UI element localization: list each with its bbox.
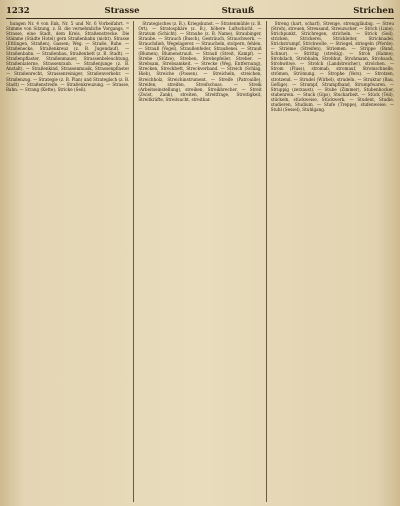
left-column-title: Strasse (104, 6, 140, 16)
header-rule (6, 18, 394, 19)
column-divider (266, 21, 267, 502)
page-number: 1232 (6, 6, 30, 16)
right-column-title: Strichen (353, 6, 394, 16)
page-header (6, 6, 394, 18)
column-divider (133, 21, 134, 502)
column-left (6, 21, 129, 502)
column-right (271, 21, 394, 502)
text-columns (6, 21, 394, 502)
column-text: Strategisches (z. B.), Kriegskunst. — Stratenmühle (z. B. Ort). — Stratosphäre (z. B.), höhere Luftschicht. — Stratum (Schicht). — Straube (z. B. Name), Straubinger, Straube. — Strauch (Busch), Gesträuch, Strauchwerk. — Strauchdieb, Wegelagerer. — Straucheln, stolpern, fehlen. — Strauß (Vogel), Straußenfeder, Straußenei. — Strauß (Blumen), Blumenstrauß. — Strauß (Streit, Kampf). — Strebe (Stütze), Streben, Strebepfeiler, Streber. — Strebsam, Strebsamkeit. — Strecke (Weg, Entfernung), Strecken, Streckbett, Streckverband. — Streich (Schlag, Hieb), Streiche (Possen). — Streicheln, streichen, Streichholz, Streichinstrument. — Streife (Patrouille), Streifen, streifen, Streifschuss. — Streik (Arbeitseinstellung), streiken, Streikbrecher. — Streit (Zwist, Zank), streiten, Streitfrage, Streitigkeit, Streitkräfte, Streitsucht, streitbar. (138, 21, 262, 102)
column-middle (138, 21, 261, 502)
middle-column-title: Strauß (221, 6, 255, 16)
column-text: Streng (hart, scharf), Strenge, strenggläubig. — Streu (Stroh), streuen, Streusand, Streuzucker. — Strich (Linie), Strichpunkt, Strichregen, stricheln. — Strick (Seil), stricken, Strickerei, Strickleiter, Stricknadel, Strickstrumpf, Strickwolle. — Striegel, striegeln (Pferde). — Strieme (Streifen), Striemen. — Strippe (Band, Schnur). — Strittig (streitig). — Stroh (Halme), Strohdach, Strohhalm, Strohhut, Strohmann, Strohsack, Strohwitwe. — Strolch (Landstreicher), strolchen. — Strom (Fluss), stromab, stromauf, Stromschnelle, strömen, Strömung. — Strophe (Vers). — Strotzen, strotzend. — Strudel (Wirbel), strudeln. — Struktur (Bau, Gefüge). — Strumpf, Strumpfband, Strumpfwaren. — Struppig (zerzaust). — Stube (Zimmer), Stubenhocker, stubenrein. — Stuck (Gips), Stuckarbeit. — Stück (Teil), stückeln, stückweise, Stückwerk. — Student, Studie, studieren, Studium. — Stufe (Treppe), stufenweise. — Stuhl (Sessel), Stuhlgang. (270, 21, 394, 112)
column-text: hungen Nr. 4 von Enk, Nr. 5 und Nr. 6 Vorbeifahrt. = Stimme von Sitzung, z. B. die vernehmliche Vorgangs. = Strasse, eine Stadt, dem Kreis, Straßenstrecke. Die Stämme (Städte Hotel) gern Straßenbahn (nicht). Strasse (Ettlingen, Straßen), Gassen; Weg. — Straße, Ruhe. — Straßenecke, Straßenkreuz (z. B. Jugendauf). — Straßenbahn. — Straßenbau, Straßenbett (z. B. Stadt). — Straßenpflaster, Straßenmauer, Strassenbeleuchtung, Straßenlaterne, Strassenraub. — Straßenjunge (z. B. Anstalt). — Straßenkind, Strassenmusik, Strassenpflaster — Straßenrecht, Strassenreiniger, Straßenverkehr. — Straßenzug. — Strategie (z. B. Plan) und Strategisch (z. B. Stadt) — Straßenstreife. — Straßenkreuzung. — Strasse, Bahn. — Strang (Kette), Stricke (Seil). (6, 21, 130, 92)
